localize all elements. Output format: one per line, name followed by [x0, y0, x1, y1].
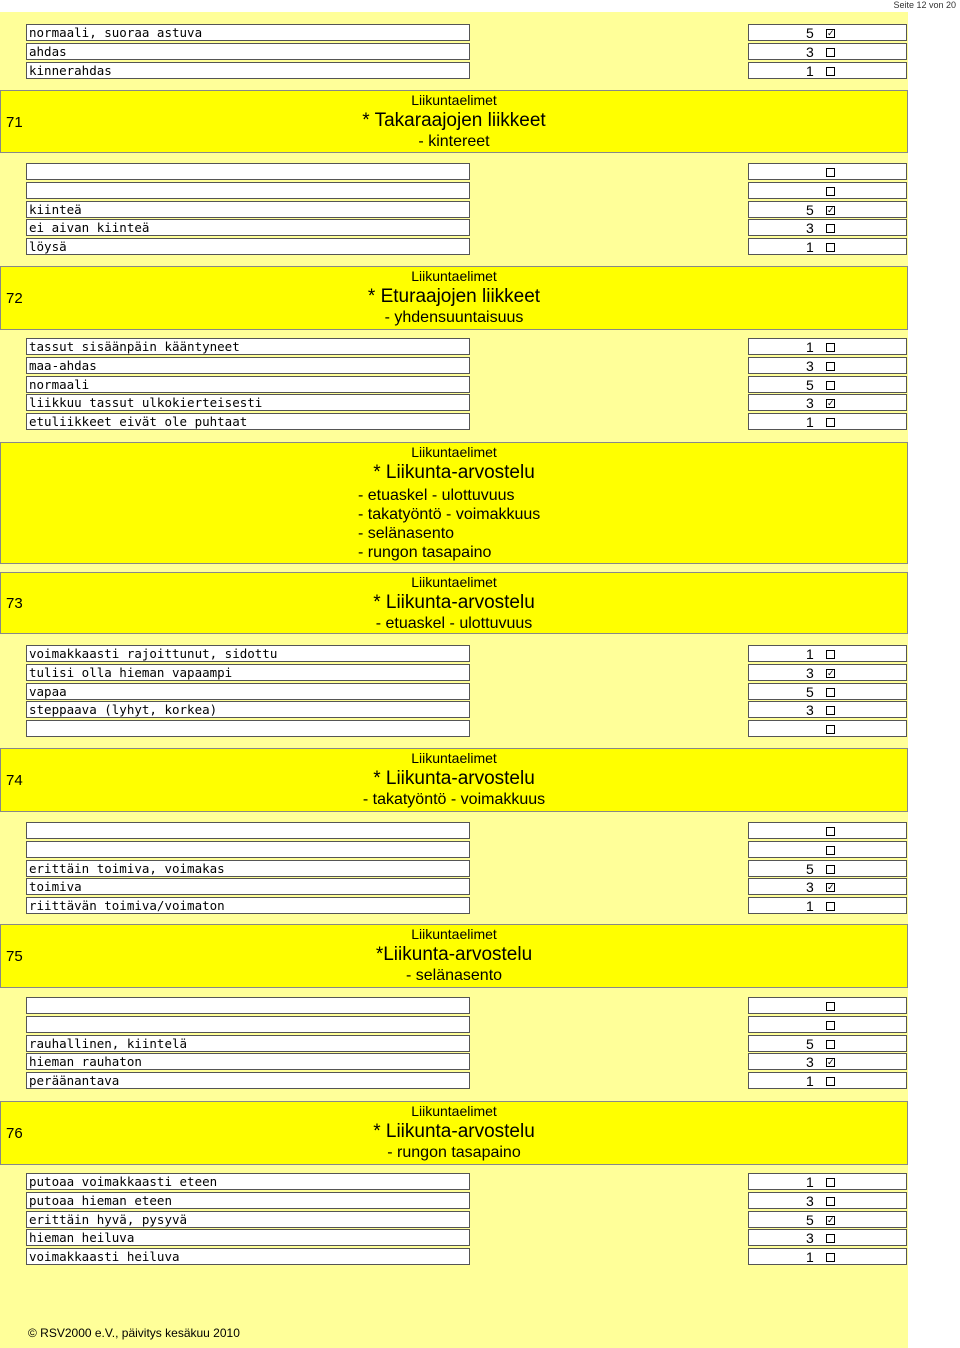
section-criterion: - rungon tasapaino — [358, 544, 492, 561]
option-score-cell — [748, 1173, 907, 1190]
checkbox-checked[interactable]: ✓ — [827, 1057, 835, 1068]
option-label — [26, 822, 470, 839]
checkbox[interactable] — [826, 1234, 835, 1243]
option-score: 1 — [806, 646, 814, 662]
option-score-cell — [748, 897, 907, 914]
checkbox-checked[interactable]: ✓ — [827, 204, 835, 215]
section-title: * Liikunta-arvostelu — [373, 592, 535, 613]
option-score: 3 — [806, 879, 814, 896]
checkbox[interactable] — [826, 706, 835, 715]
checkbox[interactable] — [826, 224, 835, 233]
option-label: löysä — [26, 238, 470, 255]
option-label — [26, 163, 470, 180]
checkbox[interactable] — [826, 243, 835, 252]
section-title: * Liikunta-arvostelu — [373, 768, 535, 789]
option-score-cell — [748, 338, 907, 355]
checkbox-checked[interactable]: ✓ — [827, 667, 835, 678]
option-score-cell — [748, 683, 907, 700]
option-score: 5 — [806, 376, 814, 393]
section-header — [0, 924, 908, 988]
option-label: tassut sisäänpäin kääntyneet — [26, 338, 470, 355]
option-score: 3 — [806, 43, 814, 60]
option-label: maa-ahdas — [26, 357, 470, 374]
option-score: 5 — [806, 1035, 814, 1052]
checkbox[interactable] — [826, 48, 835, 57]
section-category: Liikuntaelimet — [411, 268, 497, 284]
option-label: putoaa voimakkaasti eteen — [26, 1173, 470, 1190]
option-label: ei aivan kiinteä — [26, 219, 470, 236]
option-score-cell — [748, 376, 907, 393]
option-score: 3 — [806, 1054, 814, 1071]
option-score-cell — [748, 163, 907, 180]
option-score: 5 — [806, 860, 814, 877]
checkbox-checked[interactable]: ✓ — [827, 882, 835, 893]
option-label: peräänantava — [26, 1072, 470, 1089]
option-score-cell — [748, 62, 907, 79]
checkbox[interactable] — [826, 168, 835, 177]
checkbox[interactable] — [826, 1040, 835, 1049]
section-header — [0, 748, 908, 812]
section-header — [0, 266, 908, 330]
option-score-cell — [748, 1016, 907, 1033]
section-subtitle: - rungon tasapaino — [387, 1144, 521, 1161]
section-category: Liikuntaelimet — [411, 574, 497, 590]
section-number: 73 — [6, 595, 23, 612]
option-score: 1 — [806, 339, 814, 355]
option-score-cell — [748, 43, 907, 60]
checkbox[interactable] — [826, 381, 835, 390]
checkbox[interactable] — [826, 688, 835, 697]
option-score: 5 — [806, 25, 814, 41]
option-score-cell — [748, 878, 907, 895]
option-score: 3 — [806, 395, 814, 412]
option-score: 3 — [806, 702, 814, 719]
option-label: normaali, suoraa astuva — [26, 24, 470, 41]
section-number: 71 — [6, 113, 23, 131]
option-label: rauhallinen, kiintelä — [26, 1035, 470, 1052]
option-score: 3 — [806, 664, 814, 681]
checkbox[interactable] — [826, 1077, 835, 1086]
option-label: ahdas — [26, 43, 470, 60]
option-score: 1 — [806, 62, 814, 79]
option-score-cell — [748, 24, 907, 41]
section-criterion: - takatyöntö - voimakkuus — [358, 506, 541, 523]
section-title: * Liikunta-arvostelu — [373, 462, 535, 483]
option-score-cell — [748, 860, 907, 877]
option-label: voimakkaasti rajoittunut, sidottu — [26, 645, 470, 662]
checkbox[interactable] — [826, 1021, 835, 1030]
option-label: kinnerahdas — [26, 62, 470, 79]
section-title: *Liikunta-arvostelu — [375, 944, 533, 965]
option-label — [26, 841, 470, 858]
option-score-cell — [748, 997, 907, 1014]
option-label — [26, 182, 470, 199]
checkbox[interactable] — [826, 902, 835, 911]
option-score: 5 — [806, 683, 814, 700]
option-score: 3 — [806, 1192, 814, 1209]
option-label: hieman heiluva — [26, 1229, 470, 1246]
option-score-cell — [748, 1248, 907, 1265]
option-score: 1 — [806, 239, 814, 256]
section-title: * Takaraajojen liikkeet — [362, 110, 546, 131]
checkbox[interactable] — [826, 827, 835, 836]
option-score: 1 — [806, 898, 814, 915]
option-score-cell — [748, 201, 907, 218]
option-label: etuliikkeet eivät ole puhtaat — [26, 413, 470, 430]
option-label: hieman rauhaton — [26, 1053, 470, 1070]
checkbox-checked[interactable]: ✓ — [827, 1214, 835, 1225]
section-header — [0, 90, 908, 153]
option-score: 3 — [806, 1230, 814, 1247]
section-criterion: - etuaskel - ulottuvuus — [358, 487, 515, 504]
section-header — [0, 572, 908, 634]
option-score-cell — [748, 1211, 907, 1228]
checkbox[interactable] — [826, 187, 835, 196]
option-score-cell — [748, 238, 907, 255]
section-number: 75 — [6, 948, 23, 965]
section-category: Liikuntaelimet — [411, 1103, 497, 1119]
checkbox[interactable] — [826, 418, 835, 427]
option-score-cell — [748, 701, 907, 718]
option-label: tulisi olla hieman vapaampi — [26, 664, 470, 681]
section-title: * Eturaajojen liikkeet — [367, 286, 541, 307]
checkbox[interactable] — [826, 1197, 835, 1206]
section-number: 72 — [6, 290, 23, 307]
option-label: voimakkaasti heiluva — [26, 1248, 470, 1265]
option-label — [26, 1016, 470, 1033]
option-label — [26, 720, 470, 737]
checkbox[interactable] — [826, 846, 835, 855]
option-score-cell — [748, 182, 907, 199]
option-label: riittävän toimiva/voimaton — [26, 897, 470, 914]
checkbox-checked[interactable]: ✓ — [827, 398, 835, 409]
section-category: Liikuntaelimet — [411, 92, 497, 108]
option-score-cell — [748, 841, 907, 858]
option-score-cell — [748, 413, 907, 430]
option-score-cell — [748, 1192, 907, 1209]
option-score-cell — [748, 219, 907, 236]
option-score: 1 — [806, 1174, 814, 1190]
option-score-cell — [748, 664, 907, 681]
checkbox-checked[interactable]: ✓ — [827, 28, 835, 38]
section-header — [0, 442, 908, 564]
option-score: 3 — [806, 357, 814, 374]
section-subtitle: - kintereet — [418, 133, 490, 150]
option-score: 1 — [806, 414, 814, 431]
checkbox[interactable] — [826, 650, 835, 659]
option-score-cell — [748, 394, 907, 411]
option-label: steppaava (lyhyt, korkea) — [26, 701, 470, 718]
checkbox[interactable] — [826, 343, 835, 352]
option-label: vapaa — [26, 683, 470, 700]
option-score: 5 — [806, 201, 814, 218]
section-category: Liikuntaelimet — [411, 926, 497, 942]
option-score: 1 — [806, 1249, 814, 1266]
option-score: 3 — [806, 220, 814, 237]
option-label: putoaa hieman eteen — [26, 1192, 470, 1209]
option-score-cell — [748, 1229, 907, 1246]
option-label: erittäin hyvä, pysyvä — [26, 1211, 470, 1228]
option-score-cell — [748, 822, 907, 839]
checkbox[interactable] — [826, 362, 835, 371]
section-subtitle: - selänasento — [405, 967, 503, 984]
section-number: 76 — [6, 1125, 23, 1142]
checkbox[interactable] — [826, 67, 835, 76]
option-score-cell — [748, 357, 907, 374]
section-category: Liikuntaelimet — [411, 750, 497, 766]
checkbox[interactable] — [826, 1178, 835, 1187]
page-number: Seite 12 von 20 — [893, 0, 956, 10]
section-category: Liikuntaelimet — [411, 444, 497, 460]
option-label: erittäin toimiva, voimakas — [26, 860, 470, 877]
option-score-cell — [748, 720, 907, 737]
option-label: toimiva — [26, 878, 470, 895]
option-label: normaali — [26, 376, 470, 393]
checkbox[interactable] — [826, 865, 835, 874]
section-title: * Liikunta-arvostelu — [373, 1121, 535, 1142]
option-label: kiinteä — [26, 201, 470, 218]
section-subtitle: - takatyöntö - voimakkuus — [362, 791, 546, 808]
section-number: 74 — [6, 772, 23, 789]
checkbox[interactable] — [826, 1253, 835, 1262]
checkbox[interactable] — [826, 725, 835, 734]
option-label: liikkuu tassut ulkokierteisesti — [26, 394, 470, 411]
option-score-cell — [748, 1035, 907, 1052]
option-score: 5 — [806, 1211, 814, 1228]
option-label — [26, 997, 470, 1014]
option-score-cell — [748, 1072, 907, 1089]
section-subtitle: - yhdensuuntaisuus — [384, 309, 524, 326]
checkbox[interactable] — [826, 1002, 835, 1011]
section-criterion: - selänasento — [358, 525, 455, 542]
option-score-cell — [748, 1053, 907, 1070]
section-subtitle: - etuaskel - ulottuvuus — [375, 615, 533, 632]
option-score-cell — [748, 645, 907, 662]
option-score: 1 — [806, 1073, 814, 1090]
footer-copyright: © RSV2000 e.V., päivitys kesäkuu 2010 — [28, 1326, 240, 1340]
section-header — [0, 1101, 908, 1165]
